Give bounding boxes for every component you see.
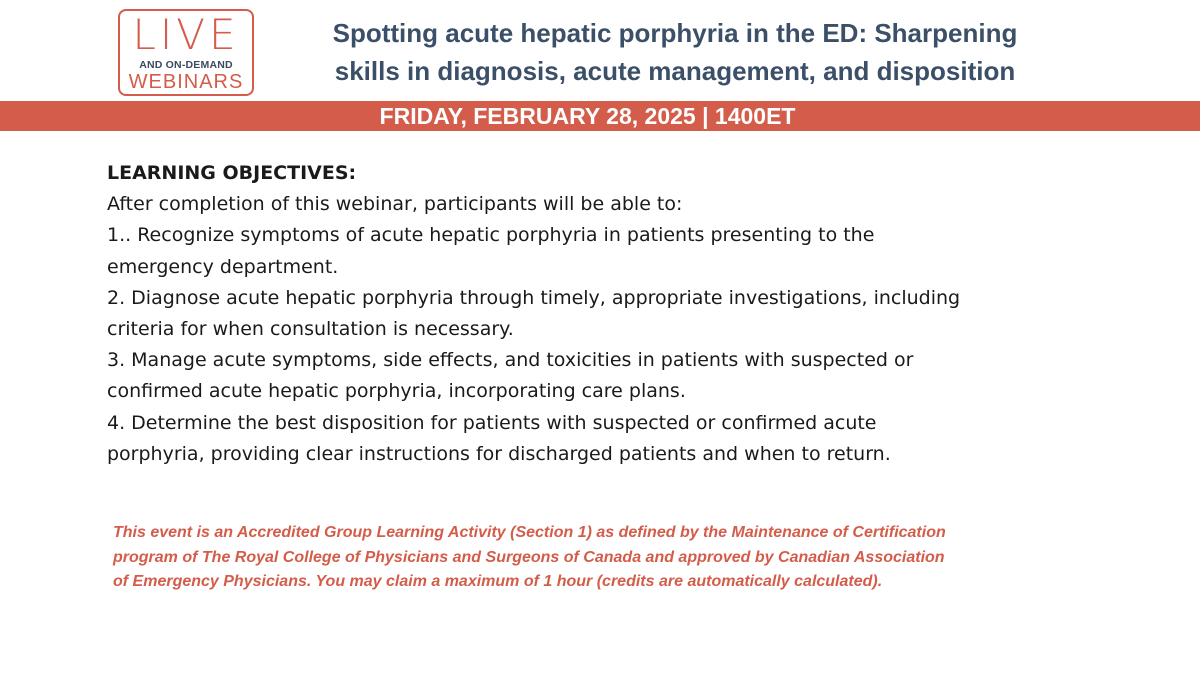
objective-2-line-1: 2. Diagnose acute hepatic porphyria through timely, appropriate investigations, including [107, 286, 961, 309]
event-date: FRIDAY, FEBRUARY 28, 2025 | 1400ET [379, 103, 796, 129]
objective-4-line-2: porphyria, providing clear instructions for discharged patients and when to return. [107, 442, 891, 465]
accreditation-line-2: program of The Royal College of Physicians and Surgeons of Canada and approved by Canadian Association [113, 548, 945, 566]
objective-3-line-2: confirmed acute hepatic porphyria, incorporating care plans. [107, 380, 686, 403]
date-banner [0, 101, 1200, 131]
title-line-1: Spotting acute hepatic porphyria in the ED: Sharpening [332, 18, 1018, 48]
objectives-heading: LEARNING OBJECTIVES: [107, 162, 357, 184]
accreditation-line-3: of Emergency Physicians. You may claim a maximum of 1 hour (credits are automatically calculated). [113, 573, 883, 590]
objectives-intro: After completion of this webinar, participants will be able to: [107, 193, 683, 216]
objective-1-line-2: emergency department. [107, 255, 339, 278]
objective-3-line-1: 3. Manage acute symptoms, side effects, and toxicities in patients with suspected or [107, 349, 914, 372]
logo-live-text: LIVE [132, 10, 240, 59]
title-line-2: skills in diagnosis, acute management, and disposition [334, 56, 1016, 86]
page-title [270, 14, 1080, 90]
accreditation-statement [113, 521, 1073, 595]
logo-webinars-text: WEBINARS [128, 71, 244, 93]
objective-1-line-1: 1.. Recognize symptoms of acute hepatic porphyria in patients presenting to the [107, 224, 875, 247]
objective-4-line-1: 4. Determine the best disposition for patients with suspected or confirmed acute [107, 411, 877, 434]
accreditation-line-1: This event is an Accredited Group Learning Activity (Section 1) as defined by the Maintenance of Certification [113, 524, 946, 541]
learning-objectives [107, 158, 1097, 470]
live-webinars-logo [118, 9, 254, 96]
objective-2-line-2: criteria for when consultation is necessary. [107, 318, 514, 341]
logo-subtitle-text: AND ON-DEMAND [139, 59, 233, 71]
